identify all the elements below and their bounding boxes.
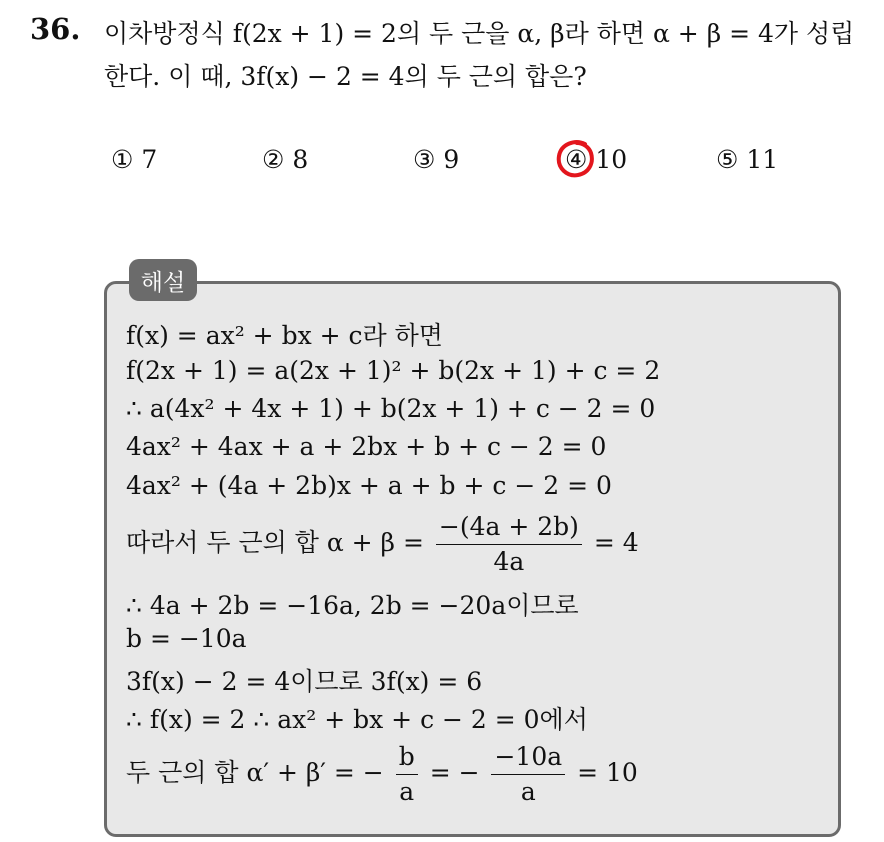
solution-line-4: 4ax² + 4ax + a + 2bx + b + c − 2 = 0 [126,432,607,461]
solution-line-6-text: 따라서 두 근의 합 α + β = [126,528,424,557]
solution-line-1: f(x) = ax² + bx + c라 하면 [126,321,443,350]
fraction-numerator: −10a [491,740,565,775]
answer-circle-mark [555,138,597,180]
choice-1[interactable] [111,145,157,174]
solution-line-11-result: = 10 [577,758,638,787]
fraction [436,510,582,579]
choice-2-marker: ② [262,145,285,174]
question-text-line-2: 한다. 이 때, 3f(x) − 2 = 4의 두 근의 합은? [104,62,587,91]
solution-line-7: ∴ 4a + 2b = −16a, 2b = −20a이므로 [126,591,579,620]
solution-tab: 해설 [129,259,197,301]
fraction-numerator: −(4a + 2b) [436,510,582,545]
choice-5-value: 11 [746,145,779,174]
solution-line-6-result: = 4 [593,528,639,557]
choice-1-value: 7 [141,145,158,174]
solution-line-8: b = −10a [126,624,247,653]
fraction-numerator: b [396,740,418,775]
solution-line-3: ∴ a(4x² + 4x + 1) + b(2x + 1) + c − 2 = 0 [126,394,656,423]
solution-line-10: ∴ f(x) = 2 ∴ ax² + bx + c − 2 = 0에서 [126,705,588,734]
choice-5-marker: ⑤ [716,145,739,174]
choice-4-value: 10 [595,145,628,174]
solution-line-9: 3f(x) − 2 = 4이므로 3f(x) = 6 [126,667,483,696]
solution-line-6 [126,510,639,579]
fraction-denominator: a [399,777,415,806]
fraction-denominator: 4a [493,547,525,576]
fraction [396,740,418,809]
choice-2-value: 8 [292,145,309,174]
solution-line-5: 4ax² + (4a + 2b)x + a + b + c − 2 = 0 [126,471,612,500]
solution-line-11-text: 두 근의 합 α′ + β′ = − [126,758,384,787]
question-number: 36. [30,12,81,46]
question-text-line-1: 이차방정식 f(2x + 1) = 2의 두 근을 α, β라 하면 α + β = 4가 성립 [104,19,855,48]
choice-2[interactable] [262,145,308,174]
choice-1-marker: ① [111,145,134,174]
choice-3-marker: ③ [413,145,436,174]
solution-line-11 [126,740,638,809]
choice-5[interactable] [716,145,778,174]
choice-4-marker: ④ [565,145,588,174]
choice-3[interactable] [413,145,459,174]
fraction-denominator: a [520,777,536,806]
choice-3-value: 9 [443,145,460,174]
solution-line-2: f(2x + 1) = a(2x + 1)² + b(2x + 1) + c = 2 [126,356,661,385]
fraction [491,740,565,809]
solution-line-11-middle: = − [429,758,480,787]
